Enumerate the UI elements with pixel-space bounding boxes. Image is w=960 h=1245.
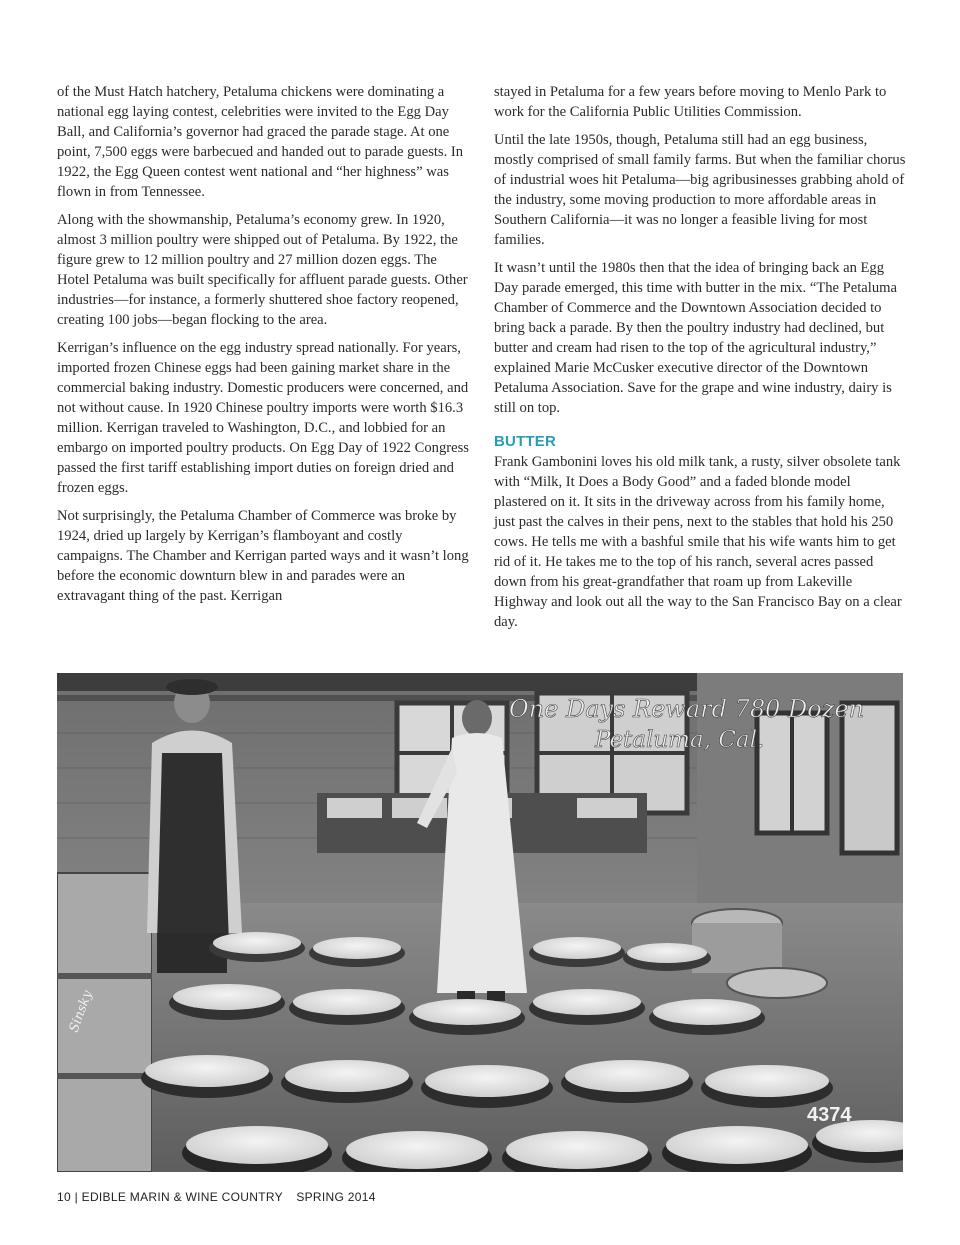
article-right-column bbox=[494, 82, 906, 640]
article-paragraph: Along with the showmanship, Petaluma’s economy grew. In 1920, almost 3 million poultry were shipped out of Petaluma. By 1922, the figure grew to 12 million poultry and 27 million dozen eggs. The Hotel Petaluma was built specifically for affluent parade guests. Other industries—for instance, a formerly shuttered shoe factory reopened, creating 100 jobs—began flocking to the area. bbox=[57, 212, 468, 328]
page-footer bbox=[57, 1190, 376, 1204]
footer-separator: | bbox=[74, 1190, 79, 1204]
photo-caption-line1: One Days Reward 780 Dozen bbox=[509, 695, 865, 723]
egg-room-illustration bbox=[57, 673, 903, 1172]
article-left-column bbox=[57, 82, 469, 614]
article-paragraph: Until the late 1950s, though, Petaluma still had an egg business, mostly comprised of small family farms. But when the familiar chorus of industrial woes hit Petaluma—big agribusinesses grabbing ahold of the industry, some moving production to more affordable areas in Southern California—it was no longer a feasible living for most families. bbox=[494, 132, 906, 248]
article-paragraph: Frank Gambonini loves his old milk tank, a rusty, silver obsolete tank with “Milk, It Does a Body Good” and a faded blonde model plastered on it. It sits in the driveway across from his family home, just past the calves in their pens, next to the stables that hold his 250 cows. He tells me with a bashful smile that his wife wants him to get rid of it. He takes me to the top of his ranch, several acres passed down from his great-grandfather that roam up from Lakeville Highway and look out all the way to the San Francisco Bay on a clear day. bbox=[494, 454, 902, 630]
photo-caption-line2: Petaluma, Cal. bbox=[595, 727, 765, 753]
article-paragraph: of the Must Hatch hatchery, Petaluma chickens were dominating a national egg laying contest, celebrities were invited to the Egg Day Ball, and California’s governor had graced the parade stage. At one point, 7,500 eggs were barbecued and handed out to parade guests. In 1922, the Egg Queen contest went national and “her highness” was flown in from Tennessee. bbox=[57, 84, 464, 200]
section-heading: BUTTER bbox=[494, 433, 557, 450]
historic-egg-photo bbox=[57, 673, 903, 1172]
photo-number: 4374 bbox=[807, 1104, 852, 1126]
article-paragraph: It wasn’t until the 1980s then that the idea of bringing back an Egg Day parade emerged, this time with butter in the mix. “The Petaluma Chamber of Commerce and the Downtown Association decided to bring back a parade. By then the poultry industry had declined, but butter and cream had risen to the top of the agricultural industry,” explained Marie McCusker executive director of the Downtown Petaluma Association. Save for the grape and wine industry, dairy is still on top. bbox=[494, 260, 897, 416]
issue-season: SPRING 2014 bbox=[296, 1190, 376, 1204]
photo-signature: Sinsky bbox=[66, 988, 96, 1035]
page-number: 10 bbox=[57, 1190, 71, 1204]
article-paragraph: Kerrigan’s influence on the egg industry spread nationally. For years, imported frozen Chinese eggs had been gaining market share in the commercial baking industry. Domestic producers were concerned, and not without cause. In 1920 Chinese poultry imports were worth $16.3 million. Kerrigan traveled to Washington, D.C., and lobbied for an embargo on imported poultry products. On Egg Day of 1922 Congress passed the first tariff establishing import duties on foreign dried and frozen eggs. bbox=[57, 340, 469, 496]
publication-name: EDIBLE MARIN & WINE COUNTRY bbox=[81, 1190, 283, 1204]
article-paragraph: Not surprisingly, the Petaluma Chamber of Commerce was broke by 1924, dried up largely by Kerrigan’s flamboyant and costly campaigns. The Chamber and Kerrigan parted ways and it wasn’t long before the economic downturn blew in and parades were an extravagant thing of the past. Kerrigan bbox=[57, 508, 469, 604]
article-paragraph: stayed in Petaluma for a few years before moving to Menlo Park to work for the California Public Utilities Commission. bbox=[494, 84, 887, 120]
